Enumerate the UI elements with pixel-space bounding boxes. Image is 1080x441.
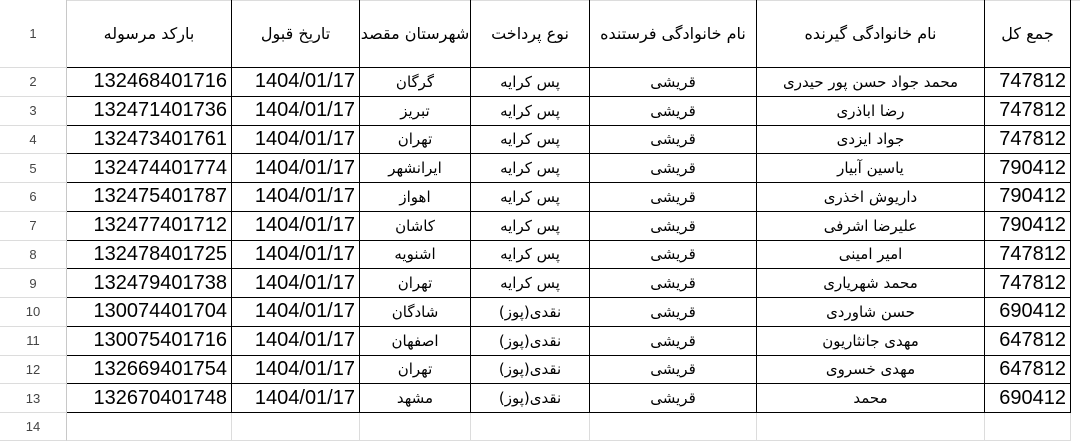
- row-number[interactable]: 12: [0, 356, 67, 385]
- sender-cell[interactable]: قریشی: [590, 154, 757, 183]
- table-row: [0, 327, 1080, 356]
- barcode-cell[interactable]: 132474401774: [67, 154, 232, 183]
- total-cell[interactable]: 690412: [985, 384, 1071, 413]
- payment-cell[interactable]: پس کرایه: [471, 126, 590, 155]
- total-cell[interactable]: 647812: [985, 327, 1071, 356]
- row-number[interactable]: 1: [0, 0, 67, 68]
- barcode-cell[interactable]: 132471401736: [67, 97, 232, 126]
- barcode-cell[interactable]: 132477401712: [67, 212, 232, 241]
- city-cell[interactable]: تبریز: [360, 97, 471, 126]
- sender-cell[interactable]: قریشی: [590, 241, 757, 270]
- header-barcode[interactable]: بارکد مرسوله: [67, 0, 232, 68]
- date-cell[interactable]: 1404/01/17: [232, 183, 360, 212]
- receiver-cell[interactable]: رضا اباذری: [757, 97, 985, 126]
- city-cell[interactable]: شادگان: [360, 298, 471, 327]
- sender-cell[interactable]: قریشی: [590, 212, 757, 241]
- empty-cell[interactable]: [67, 413, 232, 441]
- header-total[interactable]: جمع کل: [985, 0, 1071, 68]
- header-payment[interactable]: نوع پرداخت: [471, 0, 590, 68]
- table-row: [0, 269, 1080, 298]
- total-cell[interactable]: 790412: [985, 183, 1071, 212]
- table-row: [0, 241, 1080, 270]
- empty-cell[interactable]: [985, 413, 1071, 441]
- barcode-cell[interactable]: 132669401754: [67, 356, 232, 385]
- receiver-cell[interactable]: علیرضا اشرفی: [757, 212, 985, 241]
- total-cell[interactable]: 747812: [985, 241, 1071, 270]
- empty-cell[interactable]: [360, 413, 471, 441]
- payment-cell[interactable]: پس کرایه: [471, 183, 590, 212]
- receiver-cell[interactable]: محمد: [757, 384, 985, 413]
- barcode-cell[interactable]: 132473401761: [67, 126, 232, 155]
- empty-cell[interactable]: [590, 413, 757, 441]
- date-cell[interactable]: 1404/01/17: [232, 126, 360, 155]
- total-cell[interactable]: 747812: [985, 126, 1071, 155]
- date-cell[interactable]: 1404/01/17: [232, 298, 360, 327]
- date-cell[interactable]: 1404/01/17: [232, 269, 360, 298]
- row-number[interactable]: 5: [0, 154, 67, 183]
- header-city[interactable]: شهرستان مقصد: [360, 0, 471, 68]
- total-cell[interactable]: 647812: [985, 356, 1071, 385]
- city-cell[interactable]: تهران: [360, 269, 471, 298]
- receiver-cell[interactable]: محمد شهریاری: [757, 269, 985, 298]
- row-number[interactable]: 3: [0, 97, 67, 126]
- barcode-cell[interactable]: 132478401725: [67, 241, 232, 270]
- row-number[interactable]: 9: [0, 269, 67, 298]
- total-cell[interactable]: 747812: [985, 97, 1071, 126]
- table-row: [0, 298, 1080, 327]
- payment-cell[interactable]: نقدی(پوز): [471, 356, 590, 385]
- sender-cell[interactable]: قریشی: [590, 298, 757, 327]
- empty-row: [0, 413, 1080, 441]
- date-cell[interactable]: 1404/01/17: [232, 327, 360, 356]
- sender-cell[interactable]: قریشی: [590, 356, 757, 385]
- date-cell[interactable]: 1404/01/17: [232, 384, 360, 413]
- row-number[interactable]: 14: [0, 413, 67, 441]
- header-receiver[interactable]: نام خانوادگی گیرنده: [757, 0, 985, 68]
- payment-cell[interactable]: پس کرایه: [471, 154, 590, 183]
- empty-cell[interactable]: [471, 413, 590, 441]
- barcode-cell[interactable]: 132670401748: [67, 384, 232, 413]
- city-cell[interactable]: اصفهان: [360, 327, 471, 356]
- date-cell[interactable]: 1404/01/17: [232, 154, 360, 183]
- city-cell[interactable]: تهران: [360, 126, 471, 155]
- empty-cell[interactable]: [757, 413, 985, 441]
- table-row: [0, 97, 1080, 126]
- city-cell[interactable]: گرگان: [360, 68, 471, 97]
- header-row: [0, 0, 1080, 68]
- sender-cell[interactable]: قریشی: [590, 327, 757, 356]
- empty-cell[interactable]: [232, 413, 360, 441]
- sender-cell[interactable]: قریشی: [590, 68, 757, 97]
- total-cell[interactable]: 690412: [985, 298, 1071, 327]
- table-row: [0, 384, 1080, 413]
- payment-cell[interactable]: پس کرایه: [471, 212, 590, 241]
- row-number[interactable]: 11: [0, 327, 67, 356]
- payment-cell[interactable]: نقدی(پوز): [471, 327, 590, 356]
- receiver-cell[interactable]: حسن شاوردی: [757, 298, 985, 327]
- date-cell[interactable]: 1404/01/17: [232, 97, 360, 126]
- date-cell[interactable]: 1404/01/17: [232, 68, 360, 97]
- row-number[interactable]: 7: [0, 212, 67, 241]
- payment-cell[interactable]: پس کرایه: [471, 241, 590, 270]
- row-number[interactable]: 2: [0, 68, 67, 97]
- payment-cell[interactable]: نقدی(پوز): [471, 384, 590, 413]
- total-cell[interactable]: 747812: [985, 68, 1071, 97]
- date-cell[interactable]: 1404/01/17: [232, 241, 360, 270]
- city-cell[interactable]: تهران: [360, 356, 471, 385]
- sender-cell[interactable]: قریشی: [590, 384, 757, 413]
- total-cell[interactable]: 790412: [985, 154, 1071, 183]
- table-row: [0, 154, 1080, 183]
- city-cell[interactable]: ایرانشهر: [360, 154, 471, 183]
- barcode-cell[interactable]: 132479401738: [67, 269, 232, 298]
- header-sender[interactable]: نام خانوادگی فرستنده: [590, 0, 757, 68]
- sender-cell[interactable]: قریشی: [590, 126, 757, 155]
- total-cell[interactable]: 747812: [985, 269, 1071, 298]
- total-cell[interactable]: 790412: [985, 212, 1071, 241]
- row-number[interactable]: 6: [0, 183, 67, 212]
- payment-cell[interactable]: پس کرایه: [471, 97, 590, 126]
- table-row: [0, 68, 1080, 97]
- table-row: [0, 183, 1080, 212]
- row-number[interactable]: 8: [0, 241, 67, 270]
- sender-cell[interactable]: قریشی: [590, 97, 757, 126]
- date-cell[interactable]: 1404/01/17: [232, 212, 360, 241]
- barcode-cell[interactable]: 132468401716: [67, 68, 232, 97]
- city-cell[interactable]: اشنویه: [360, 241, 471, 270]
- receiver-cell[interactable]: جواد ایزدی: [757, 126, 985, 155]
- date-cell[interactable]: 1404/01/17: [232, 356, 360, 385]
- barcode-cell[interactable]: 130074401704: [67, 298, 232, 327]
- receiver-cell[interactable]: مهدی جانثاریون: [757, 327, 985, 356]
- header-date[interactable]: تاریخ قبول: [232, 0, 360, 68]
- payment-cell[interactable]: نقدی(پوز): [471, 298, 590, 327]
- row-number[interactable]: 10: [0, 298, 67, 327]
- table-row: [0, 356, 1080, 385]
- row-number[interactable]: 13: [0, 384, 67, 413]
- table-row: [0, 212, 1080, 241]
- receiver-cell[interactable]: داریوش اخذری: [757, 183, 985, 212]
- receiver-cell[interactable]: مهدی خسروی: [757, 356, 985, 385]
- barcode-cell[interactable]: 130075401716: [67, 327, 232, 356]
- city-cell[interactable]: مشهد: [360, 384, 471, 413]
- sender-cell[interactable]: قریشی: [590, 269, 757, 298]
- receiver-cell[interactable]: محمد جواد حسن پور حیدری: [757, 68, 985, 97]
- receiver-cell[interactable]: امیر امینی: [757, 241, 985, 270]
- receiver-cell[interactable]: یاسین آبیار: [757, 154, 985, 183]
- row-number[interactable]: 4: [0, 126, 67, 155]
- city-cell[interactable]: کاشان: [360, 212, 471, 241]
- table-row: [0, 126, 1080, 155]
- sender-cell[interactable]: قریشی: [590, 183, 757, 212]
- city-cell[interactable]: اهواز: [360, 183, 471, 212]
- payment-cell[interactable]: پس کرایه: [471, 269, 590, 298]
- payment-cell[interactable]: پس کرایه: [471, 68, 590, 97]
- barcode-cell[interactable]: 132475401787: [67, 183, 232, 212]
